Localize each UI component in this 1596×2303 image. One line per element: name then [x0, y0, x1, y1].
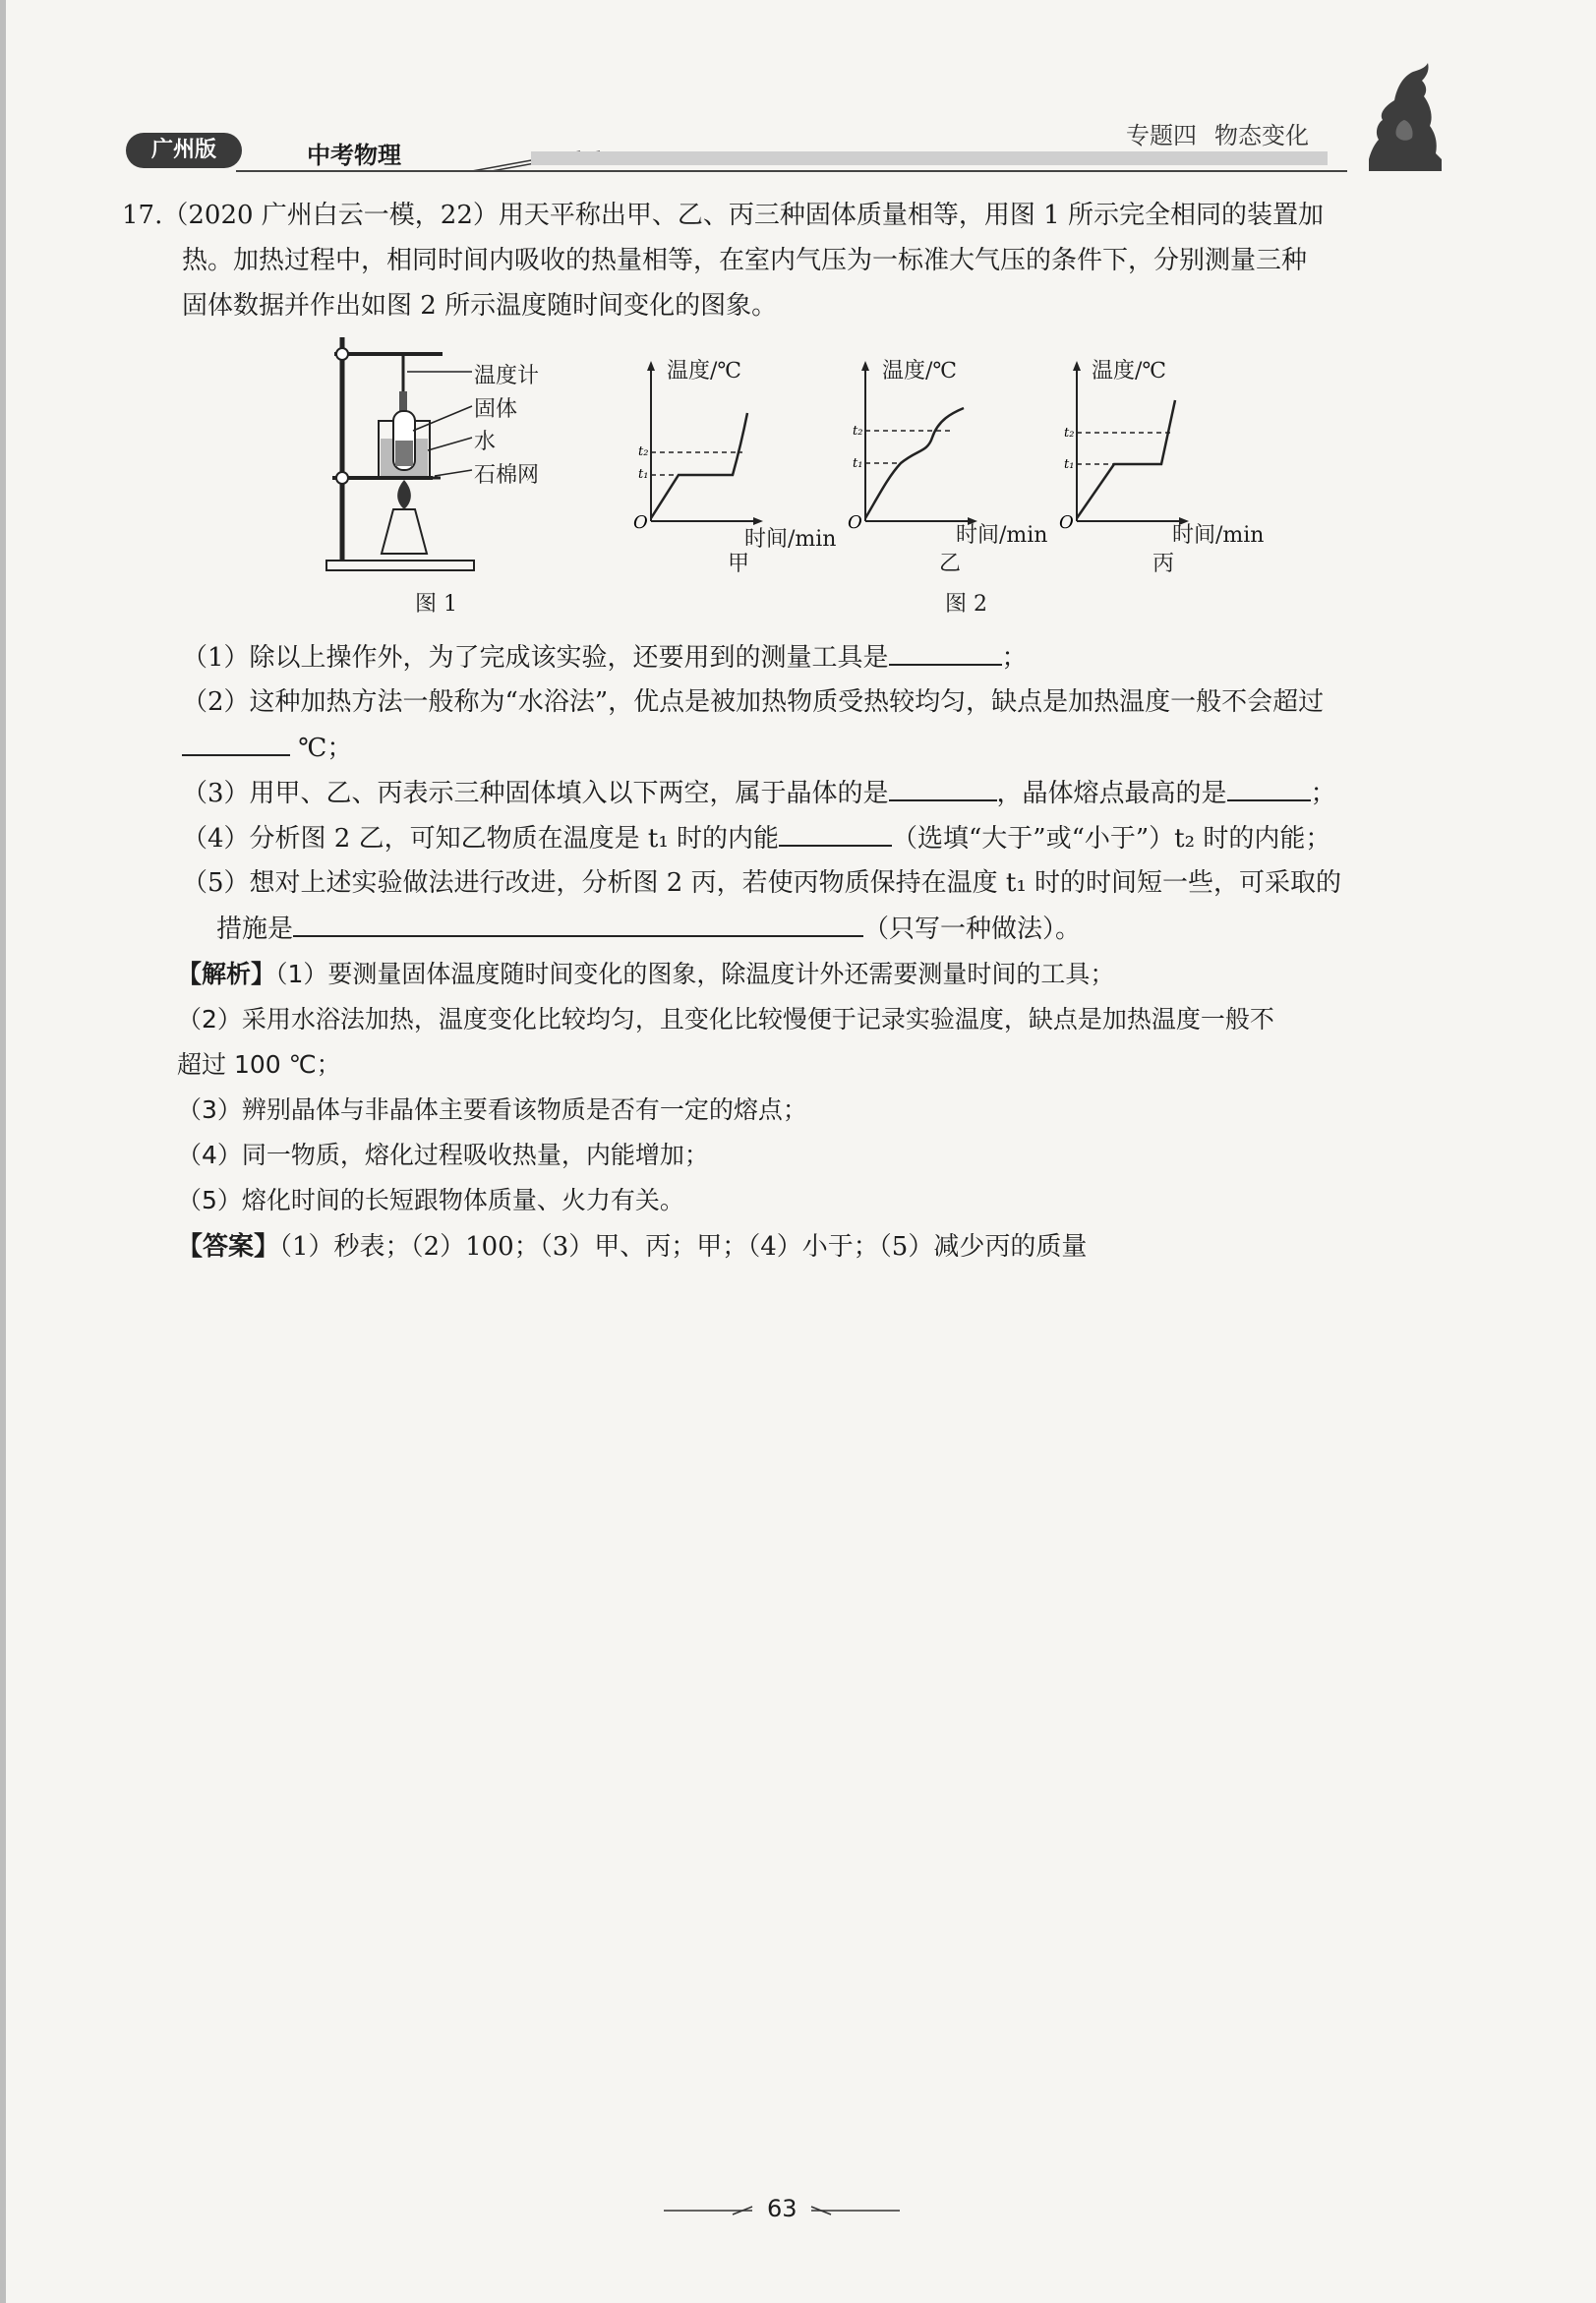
part-5-line1: （5）想对上述实验做法进行改进，分析图 2 丙，若使丙物质保持在温度 t₁ 时的时间短一些，可采取的	[182, 868, 1342, 898]
analysis-text-1: （1）要测量固体温度随时间变化的图象，除温度计外还需要测量时间的工具；	[275, 960, 1115, 988]
part-2-end: ℃；	[290, 734, 353, 763]
part-1-end: ；	[1001, 643, 1028, 673]
goat-statue-logo	[1365, 61, 1444, 177]
fig1-label-water: 水	[474, 430, 497, 454]
question-source: （2020 广州白云一模，22）	[162, 201, 499, 230]
graph-bing	[1055, 359, 1193, 536]
graph-jia-t2: t₂	[638, 444, 649, 459]
question-text-1: 用天平称出甲、乙、丙三种固体质量相等，用图 1 所示完全相同的装置加	[498, 201, 1324, 230]
book-title: 中考物理	[307, 142, 401, 169]
topic-name: 物态变化	[1214, 122, 1309, 149]
graph-yi-t1: t₁	[853, 456, 863, 471]
graph-jia-xlabel: 时间/min	[744, 527, 837, 552]
figure2-caption: 图 2	[945, 592, 987, 617]
graph-bing-ylabel: 温度/℃	[1092, 359, 1167, 384]
analysis-line5: （4）同一物质，熔化过程吸收热量，内能增加；	[177, 1141, 709, 1169]
fig1-label-thermometer: 温度计	[474, 364, 540, 388]
part-4	[182, 815, 1330, 861]
graph-bing-t1: t₁	[1064, 457, 1075, 472]
part-4-text-b: （选填“大于”或“小于”）t₂ 时的内能；	[892, 824, 1331, 854]
answer-line	[177, 1224, 1087, 1270]
graph-bing-name: 丙	[1153, 552, 1175, 576]
graph-bing-origin: O	[1059, 512, 1074, 533]
answer-text: （1）秒表；（2）100；（3）甲、丙；甲；（4）小于；（5）减少丙的质量	[279, 1232, 1088, 1262]
part-2-blank	[182, 725, 290, 756]
part-3-blank-1	[889, 770, 997, 801]
graph-jia-origin: O	[633, 512, 648, 533]
part-5-text-b: （只写一种做法）。	[863, 915, 1082, 944]
analysis-line3: 超过 100 ℃；	[177, 1050, 341, 1079]
analysis-line4: （3）辨别晶体与非晶体主要看该物质是否有一定的熔点；	[177, 1095, 807, 1124]
analysis-line1	[177, 952, 1114, 997]
part-1	[182, 634, 1028, 680]
part-4-text-a: （4）分析图 2 乙，可知乙物质在温度是 t₁ 时的内能	[182, 824, 780, 854]
part-2-line2	[182, 725, 352, 771]
part-2-line1: （2）这种加热方法一般称为“水浴法”，优点是被加热物质受热较均匀，缺点是加热温度一般不会超过	[182, 687, 1325, 717]
fig1-label-gauze: 石棉网	[474, 463, 540, 488]
part-3-text-b: ，晶体熔点最高的是	[996, 779, 1227, 808]
page-number-right-ornament	[806, 2205, 900, 2216]
topic-label	[1126, 116, 1327, 150]
scan-edge	[0, 0, 6, 2303]
edition-badge: 广州版	[126, 133, 242, 168]
part-5-line2	[216, 906, 1081, 952]
question-stem-line3: 固体数据并作出如图 2 所示温度随时间变化的图象。	[182, 291, 778, 321]
page-number-left-ornament	[664, 2205, 757, 2216]
part-3-blank-2	[1227, 770, 1311, 801]
question-stem-line1	[122, 193, 1324, 238]
graph-yi-origin: O	[848, 512, 862, 533]
topic-number: 专题四	[1126, 122, 1197, 149]
graph-jia-ylabel: 温度/℃	[667, 359, 742, 384]
part-1-blank	[889, 634, 1002, 666]
graph-jia	[629, 359, 767, 536]
part-3-text-a: （3）用甲、乙、丙表示三种固体填入以下两空，属于晶体的是	[182, 779, 889, 808]
figure1-caption: 图 1	[415, 592, 457, 617]
graph-yi	[844, 359, 981, 536]
question-number: 17.	[122, 201, 163, 230]
graph-yi-xlabel: 时间/min	[956, 523, 1048, 548]
part-3	[182, 770, 1336, 816]
question-stem-line2: 热。加热过程中，相同时间内吸收的热量相等，在室内气压为一标准大气压的条件下，分别测量三种	[182, 246, 1308, 275]
part-1-text: （1）除以上操作外，为了完成该实验，还要用到的测量工具是	[182, 643, 889, 673]
analysis-line2: （2）采用水浴法加热，温度变化比较均匀，且变化比较慢便于记录实验温度，缺点是加热温度一般不	[177, 1005, 1274, 1033]
analysis-line6: （5）熔化时间的长短跟物体质量、火力有关。	[177, 1186, 684, 1214]
part-5-blank	[293, 906, 863, 937]
fig1-label-solid: 固体	[474, 397, 518, 422]
analysis-tag: 【解析】	[177, 960, 276, 988]
part-4-blank	[779, 815, 892, 847]
graph-bing-xlabel: 时间/min	[1172, 523, 1265, 548]
graph-jia-t1: t₁	[638, 467, 649, 482]
page-number: 63	[767, 2195, 798, 2222]
part-5-text-a: 措施是	[216, 915, 294, 944]
graph-bing-t2: t₂	[1064, 426, 1075, 441]
graph-jia-name: 甲	[728, 552, 750, 576]
graph-yi-t2: t₂	[853, 424, 863, 439]
part-3-end: ；	[1310, 779, 1336, 808]
graph-yi-ylabel: 温度/℃	[882, 359, 958, 384]
answer-tag: 【答案】	[177, 1232, 280, 1262]
graph-yi-name: 乙	[939, 552, 962, 576]
